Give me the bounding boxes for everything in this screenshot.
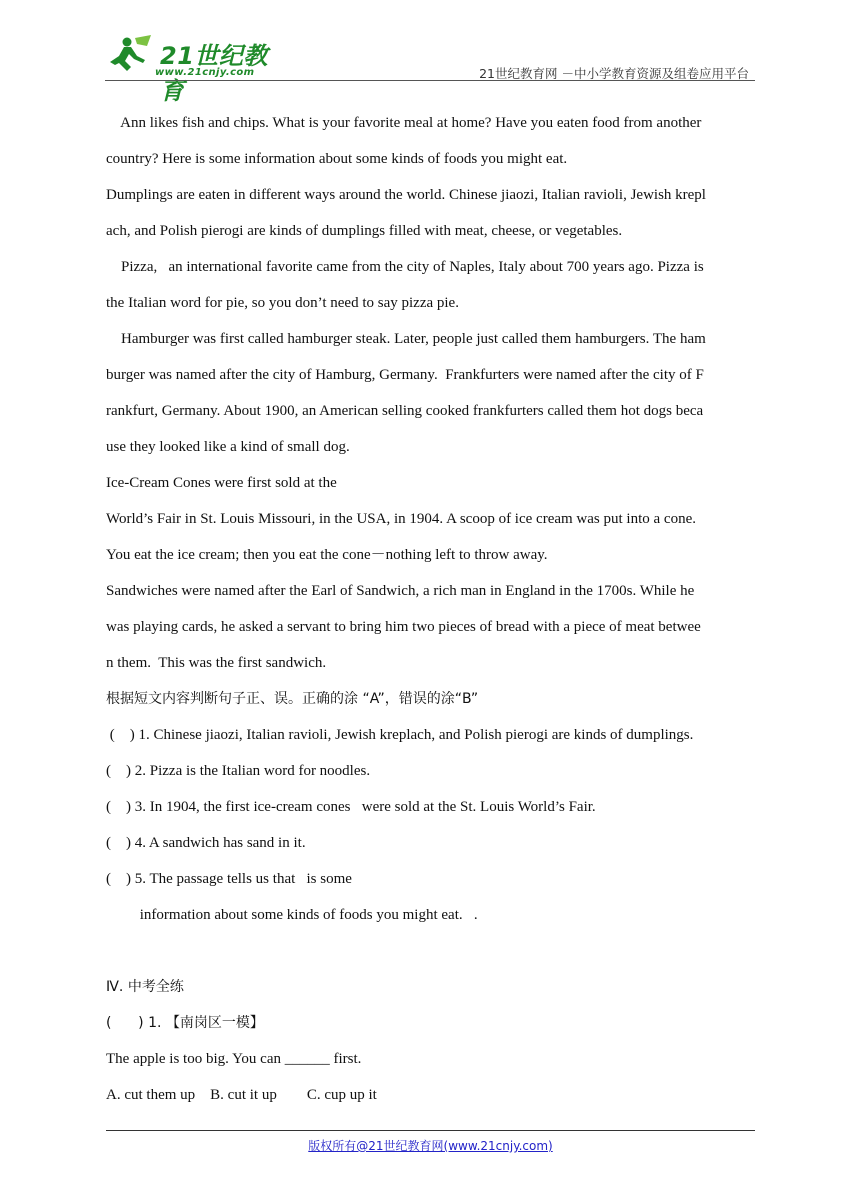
text-line: Pizza, an international favorite came from the city of Naples, Italy about 700 years ago. Pizza is	[106, 259, 704, 275]
text-line: country? Here is some information about some kinds of foods you might eat.	[106, 151, 568, 167]
footer-divider	[106, 1130, 755, 1131]
text-line: A. cut them up B. cut it up C. cup up it	[106, 1087, 377, 1103]
text-line: the Italian word for pie, so you don’t need to say pizza pie.	[106, 295, 459, 311]
text-line: use they looked like a kind of small dog.	[106, 439, 350, 455]
text-line: The apple is too big. You can ______ first.	[106, 1051, 362, 1067]
page-header	[105, 30, 755, 105]
text-line: Dumplings are eaten in different ways around the world. Chinese jiaozi, Italian ravioli, Jewish krepl	[106, 187, 706, 203]
header-site-title: 21世纪教育网 －中小学教育资源及组卷应用平台	[479, 66, 749, 81]
copyright-link[interactable]: 版权所有@21世纪教育网(www.21cnjy.com)	[308, 1139, 553, 1153]
header-divider	[105, 80, 755, 81]
text-line: was playing cards, he asked a servant to bring him two pieces of bread with a piece of meat betwee	[106, 619, 701, 635]
text-line: information about some kinds of foods you might eat. .	[106, 907, 478, 923]
text-line: ( ) 1. Chinese jiaozi, Italian ravioli, Jewish kreplach, and Polish pierogi are kinds of dumplings.	[106, 727, 694, 743]
text-line: ( ) 1. 【南岗区一模】	[106, 1015, 264, 1031]
text-line: 根据短文内容判断句子正、误。正确的涂 “A”，错误的涂“B”	[106, 691, 479, 707]
text-line: Ann likes fish and chips. What is your favorite meal at home? Have you eaten food from another	[106, 115, 702, 131]
text-line: ( ) 4. A sandwich has sand in it.	[106, 835, 306, 851]
runner-logo-icon	[107, 34, 157, 74]
logo-text: 21世纪教育	[160, 42, 268, 105]
text-line: World’s Fair in St. Louis Missouri, in the USA, in 1904. A scoop of ice cream was put into a cone.	[106, 511, 696, 527]
text-line: ( ) 3. In 1904, the first ice-cream cones were sold at the St. Louis World’s Fair.	[106, 799, 596, 815]
text-line: rankfurt, Germany. About 1900, an American selling cooked frankfurters called them hot dogs beca	[106, 403, 704, 419]
logo-url: www.21cnjy.com	[155, 67, 255, 78]
text-line: n them. This was the first sandwich.	[106, 655, 327, 671]
text-line: burger was named after the city of Hamburg, Germany. Frankfurters were named after the city of F	[106, 367, 704, 383]
site-logo[interactable]	[105, 34, 285, 105]
text-line: ( ) 2. Pizza is the Italian word for noodles.	[106, 763, 371, 779]
text-line: Hamburger was first called hamburger steak. Later, people just called them hamburgers. The ham	[106, 331, 706, 347]
text-line: Sandwiches were named after the Earl of Sandwich, a rich man in England in the 1700s. While he	[106, 583, 695, 599]
text-line: Ice-Cream Cones were first sold at the	[106, 475, 337, 491]
text-line: Ⅳ. 中考全练	[106, 979, 184, 995]
text-line: ach, and Polish pierogi are kinds of dumplings filled with meat, cheese, or vegetables.	[106, 223, 623, 239]
text-line: You eat the ice cream; then you eat the cone－nothing left to throw away.	[106, 547, 548, 563]
text-line: ( ) 5. The passage tells us that is some	[106, 871, 352, 887]
